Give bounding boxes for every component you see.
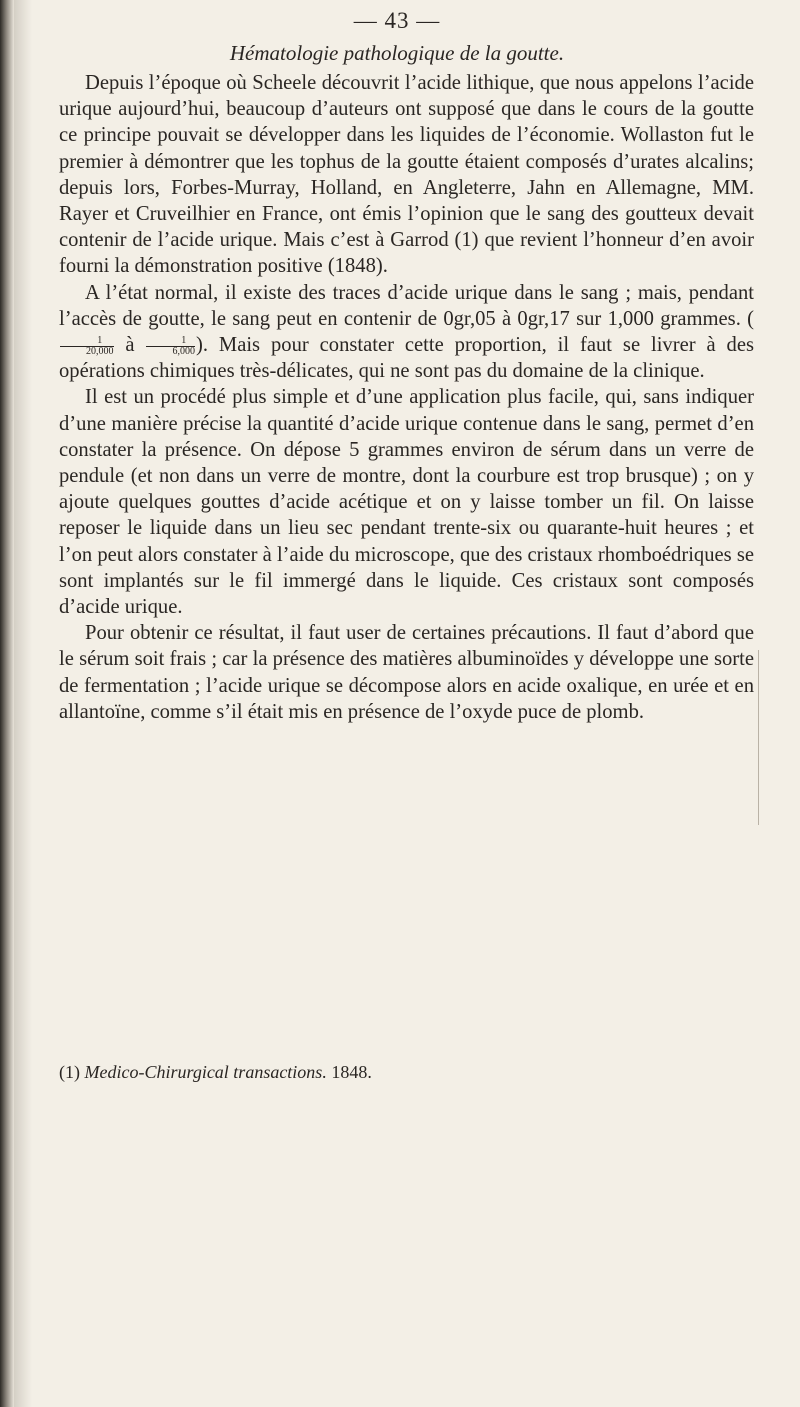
body-text <box>59 70 754 725</box>
fraction-denominator: 6,000 <box>172 345 195 357</box>
page-binding-edge <box>0 0 14 1407</box>
fraction-denominator: 20,000 <box>86 345 114 357</box>
fraction-one-twenty-thousandth <box>60 336 114 357</box>
paragraph-4: Pour obtenir ce résultat, il faut user de certaines précautions. Il faut d’abord que le sérum soit frais ; car la présence des matières albuminoïdes y développe une sorte de fermentation ; l’acide urique se décompose alors en acide oxalique, en urée et en allantoïne, comme s’il était mis en présence de l’oxyde puce de plomb. <box>59 622 754 723</box>
section-title: Hématologie pathologique de la goutte. <box>229 41 565 65</box>
footnote-year: 1848. <box>331 1062 372 1082</box>
book-page <box>42 0 787 1407</box>
paragraph-3: Il est un procédé plus simple et d’une application plus facile, qui, sans indiquer d’une manière précise la quantité d’acide urique contenue dans le sang, permet d’en constater la présence. On dépose 5 grammes environ de sérum dans un verre de pendule (et non dans un verre de montre, dont la courbure est trop brusque) ; on y ajoute quelques gouttes d’acide acétique et on y laisse tomber un fil. On laisse reposer le liquide dans un lieu sec pendant trente-six ou quarante-huit heures ; et l’on peut alors constater à l’aide du microscope, que des cristaux rhomboédriques se sont implantés sur le fil immergé dans le liquide. Ces cristaux sont composés d’acide urique. <box>59 386 754 619</box>
fraction-one-six-thousandth <box>146 336 195 357</box>
footnote-marker: (1) <box>59 1062 80 1082</box>
margin-pencil-mark <box>758 650 759 825</box>
paragraph-2 <box>59 280 754 385</box>
fraction-numerator: 1 <box>60 336 114 347</box>
footnote-journal: Medico-Chirurgical transactions. <box>84 1062 327 1082</box>
page-gutter-shadow <box>14 0 32 1407</box>
paragraph-2-text-after: ). Mais pour constater cette proportion, il faut se livrer à des opérations chimiques très-délicates, qui ne sont pas du domaine de la clinique. <box>59 334 755 383</box>
footnote <box>59 1062 754 1083</box>
paragraph-2-text-mid: à <box>114 334 146 357</box>
fraction-numerator: 1 <box>146 336 195 347</box>
paragraph-1: Depuis l’époque où Scheele découvrit l’acide lithique, que nous appelons l’acide urique aujourd’hui, beaucoup d’auteurs ont supposé que dans le cours de la goutte ce principe pouvait se développer dans les liquides de l’économie. Wollaston fut le premier à démontrer que les tophus de la goutte étaient composés d’urates alcalins; depuis lors, Forbes-Murray, Holland, en Angleterre, Jahn en Allemagne, MM. Rayer et Cruveilhier en France, ont émis l’opinion que le sang des goutteux devait contenir de l’acide urique. Mais c’est à Garrod (1) que revient l’honneur d’en avoir fourni la démonstration positive (1848). <box>59 72 754 278</box>
paragraph-2-text-before: A l’état normal, il existe des traces d’acide urique dans le sang ; mais, pendant l’accès de goutte, le sang peut en contenir de 0gr,05 à 0gr,17 sur 1,000 grammes. ( <box>59 281 754 330</box>
page-number: — 43 — <box>353 8 441 33</box>
